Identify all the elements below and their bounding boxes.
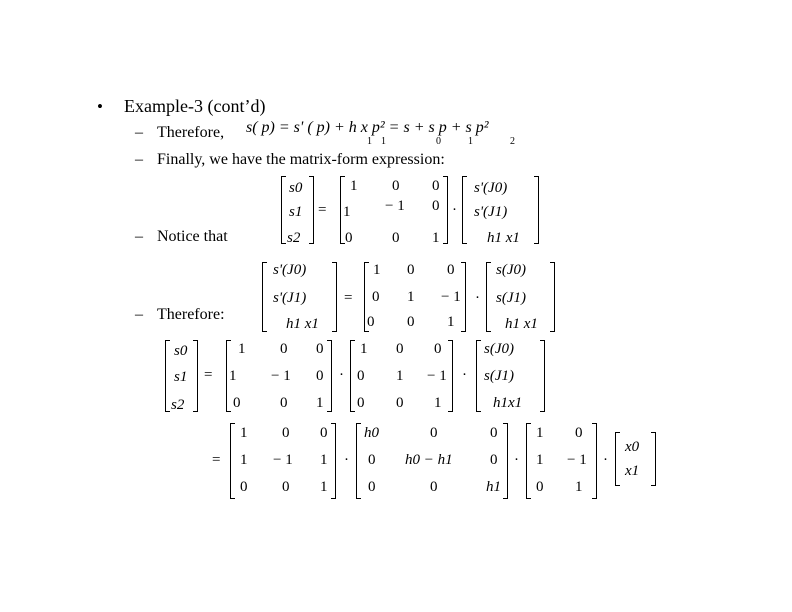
matrix-cell: 1: [238, 341, 246, 357]
bracket-left: [165, 340, 170, 412]
dot-operator: ·: [462, 367, 467, 383]
equation-subscript: 0: [436, 136, 441, 147]
matrix-cell: 0: [490, 425, 498, 441]
vector-entry: h1 x1: [487, 230, 520, 246]
bracket-right: [309, 176, 314, 244]
dot-operator: ·: [514, 452, 519, 468]
bracket-right: [550, 262, 555, 332]
bracket-left: [526, 423, 531, 499]
bracket-right: [332, 262, 337, 332]
equation-subscript: 2: [510, 136, 515, 147]
matrix-cell: 0: [407, 314, 415, 330]
matrix-cell: 1: [316, 395, 324, 411]
lhs-entry: s2: [171, 397, 185, 413]
vector-entry: s(J1): [484, 368, 514, 384]
equals-sign: =: [344, 290, 353, 306]
bracket-left: [356, 423, 361, 499]
matrix-cell: 1: [360, 341, 368, 357]
vector-entry: h1x1: [493, 395, 523, 411]
vector-entry: s(J1): [496, 290, 526, 306]
bracket-right: [461, 262, 466, 332]
lhs-entry: s2: [287, 230, 301, 246]
bracket-left: [350, 340, 355, 412]
dot-operator: ·: [475, 290, 480, 306]
dot-operator: ·: [603, 452, 608, 468]
bracket-right: [448, 340, 453, 412]
matrix-cell: 1: [373, 262, 381, 278]
matrix-cell: 0: [392, 178, 400, 194]
bracket-left: [230, 423, 235, 499]
matrix-cell: 0: [282, 425, 290, 441]
matrix-cell: 1: [536, 452, 544, 468]
therefore-label-2: Therefore:: [157, 306, 225, 323]
bullet-marker: •: [97, 97, 103, 116]
matrix-cell: 1: [447, 314, 455, 330]
matrix-cell: 0: [536, 479, 544, 495]
matrix-cell: 0: [407, 262, 415, 278]
bracket-right: [592, 423, 597, 499]
matrix-cell: 0: [316, 368, 324, 384]
dash-marker: –: [135, 124, 143, 141]
bracket-right: [534, 176, 539, 244]
lhs-entry: h1 x1: [286, 316, 319, 332]
matrix-cell: 0: [280, 395, 288, 411]
lhs-entry: s1: [174, 369, 188, 385]
finally-label: Finally, we have the matrix-form expression:: [157, 151, 445, 168]
notice-label: Notice that: [157, 228, 228, 245]
matrix-cell: 0: [430, 479, 438, 495]
bracket-right: [503, 423, 508, 499]
matrix-cell: 1: [229, 368, 237, 384]
matrix-cell: − 1: [441, 289, 461, 305]
bracket-left: [262, 262, 267, 332]
matrix-cell: 1: [434, 395, 442, 411]
vector-entry: x1: [625, 463, 640, 479]
matrix-cell: 0: [368, 452, 376, 468]
dot-operator: ·: [344, 452, 349, 468]
matrix-cell: − 1: [273, 452, 293, 468]
bracket-left: [486, 262, 491, 332]
matrix-cell: h1: [486, 479, 501, 495]
dot-operator: ·: [339, 367, 344, 383]
matrix-cell: 0: [430, 425, 438, 441]
matrix-cell: h0: [364, 425, 379, 441]
vector-entry: s(J0): [484, 341, 514, 357]
matrix-cell: 0: [367, 314, 375, 330]
matrix-cell: 0: [432, 178, 440, 194]
matrix-cell: − 1: [567, 452, 587, 468]
vector-entry: x0: [625, 439, 640, 455]
slide-title: Example-3 (cont’d): [124, 96, 266, 116]
matrix-cell: 0: [575, 425, 583, 441]
matrix-cell: 1: [575, 479, 583, 495]
therefore-label-1: Therefore,: [157, 124, 225, 141]
lhs-entry: s0: [289, 180, 303, 196]
bracket-left: [281, 176, 286, 244]
matrix-cell: 1: [407, 289, 415, 305]
matrix-cell: 0: [280, 341, 288, 357]
matrix-cell: 0: [357, 368, 365, 384]
matrix-cell: 0: [432, 198, 440, 214]
bracket-right: [651, 432, 656, 486]
matrix-cell: 1: [536, 425, 544, 441]
matrix-cell: 1: [432, 230, 440, 246]
vector-entry: s'(J1): [474, 204, 508, 220]
dash-marker: –: [135, 228, 143, 245]
bracket-right: [193, 340, 198, 412]
matrix-cell: 0: [357, 395, 365, 411]
bracket-left: [615, 432, 620, 486]
equals-sign: =: [318, 202, 327, 218]
matrix-cell: 1: [240, 425, 248, 441]
matrix-cell: 1: [320, 452, 328, 468]
lhs-entry: s'(J1): [273, 290, 307, 306]
vector-entry: h1 x1: [505, 316, 538, 332]
bracket-right: [327, 340, 332, 412]
bracket-left: [462, 176, 467, 244]
matrix-cell: 0: [233, 395, 241, 411]
matrix-cell: 0: [320, 425, 328, 441]
dash-marker: –: [135, 151, 143, 168]
matrix-cell: 0: [434, 341, 442, 357]
matrix-cell: 0: [396, 341, 404, 357]
equals-sign: =: [212, 452, 221, 468]
matrix-cell: − 1: [427, 368, 447, 384]
matrix-cell: 0: [345, 230, 353, 246]
matrix-cell: h0 − h1: [405, 452, 453, 468]
equation-subscript: 1: [381, 136, 386, 147]
equation-subscript: 1: [367, 136, 372, 147]
bracket-left: [476, 340, 481, 412]
bracket-right: [540, 340, 545, 412]
equation-subscript: 1: [468, 136, 473, 147]
matrix-cell: − 1: [271, 368, 291, 384]
matrix-cell: 1: [350, 178, 358, 194]
matrix-cell: 0: [282, 479, 290, 495]
lhs-entry: s1: [289, 204, 303, 220]
matrix-cell: 0: [447, 262, 455, 278]
matrix-cell: 1: [240, 452, 248, 468]
matrix-cell: 1: [343, 204, 351, 220]
matrix-cell: − 1: [385, 198, 405, 214]
matrix-cell: 0: [368, 479, 376, 495]
dash-marker: –: [135, 306, 143, 323]
matrix-cell: 0: [372, 289, 380, 305]
matrix-cell: 1: [320, 479, 328, 495]
polynomial-equation: s( p) = s' ( p) + h x p² = s + s p + s p²: [246, 119, 489, 136]
matrix-cell: 0: [240, 479, 248, 495]
matrix-cell: 0: [392, 230, 400, 246]
matrix-cell: 0: [490, 452, 498, 468]
vector-entry: s'(J0): [474, 180, 508, 196]
matrix-cell: 0: [316, 341, 324, 357]
bracket-right: [443, 176, 448, 244]
lhs-entry: s'(J0): [273, 262, 307, 278]
matrix-cell: 1: [396, 368, 404, 384]
bracket-right: [331, 423, 336, 499]
lhs-entry: s0: [174, 343, 188, 359]
matrix-cell: 0: [396, 395, 404, 411]
equals-sign: =: [204, 367, 213, 383]
dot-operator: ·: [452, 202, 457, 218]
vector-entry: s(J0): [496, 262, 526, 278]
